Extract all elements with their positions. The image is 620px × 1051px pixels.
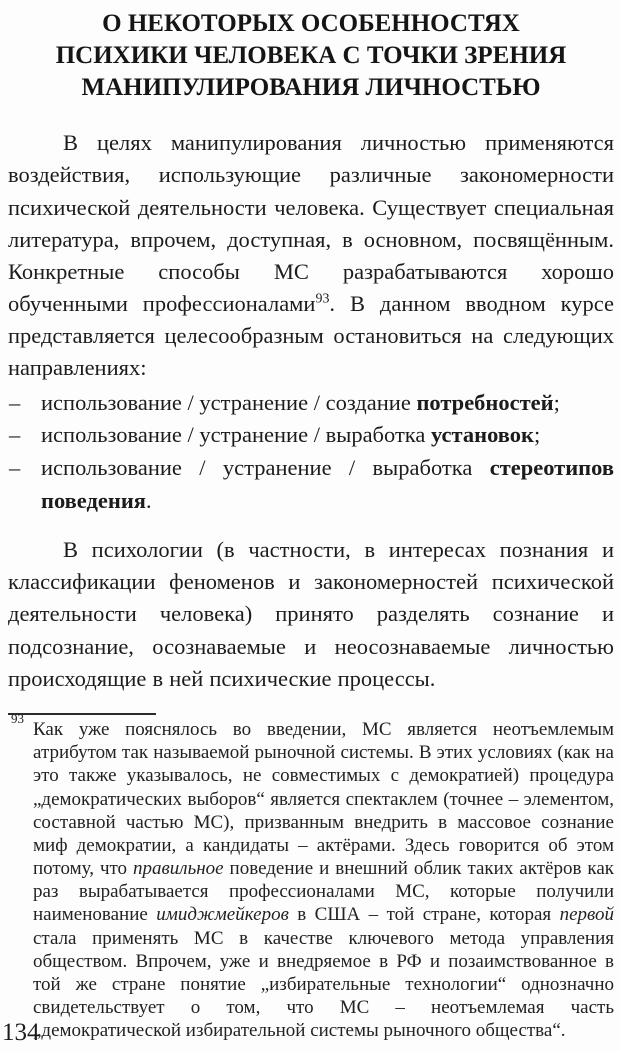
list-item-text: использование / устранение / выработка стереотипов поведения. <box>41 454 614 513</box>
paragraph-psychology: В психологии (в частности, в интересах познания и классификации феноменов и закономерностей психической деятельности человека) принято разделять сознание и подсознание, осознаваемые и неосознаваемые личностью происходящие в ней психические процессы. <box>8 537 614 691</box>
footnote-text: Как уже пояснялось во введении, МС является неотъемлемым атрибутом так называемой рыночной системы. В этих условиях (как на это также указывалось, не совместимых с демократией) процедура „демократических выборов“ является спектаклем (точнее – элементом, составной частью МС), призванным внедрить в массовое сознание миф демократии, а кандидаты – актёрами. Здесь говорится об этом потому, что правильное поведение и внешний облик таких актёров как раз вырабатывается профессионалами МС, которые получили наименование имиджмейкеров в США – той стране, которая первой стала применять МС в качестве ключевого метода управления обществом. Впрочем, уже и внедряемое в РФ и позаимствованное в той же стране понятие „избирательные технологии“ однозначно свидетельствует о том, что МС – неотъемлемая часть „демократической избирательной системы рыночного общества“. <box>33 718 614 1042</box>
dash-marker: – <box>9 422 21 448</box>
page-title <box>8 8 614 103</box>
page-number: 134 <box>2 1019 40 1046</box>
paragraph-intro: В целях манипулирования личностью применяются воздействия, использующие различные закономерности психической деятельности человека. Существует специальная литература, впрочем, доступная, в основном, посвящённым. Конкретные способы МС разрабатываются хорошо обученными профессионалами$^{93}$. В данном вводном курсе представляется целесообразным остановиться на следующих направлениях: <box>8 130 614 381</box>
footnote-section <box>8 710 614 1042</box>
footnote-divider <box>8 713 156 715</box>
list-item <box>8 419 614 452</box>
heading-line: О НЕКОТОРЫХ ОСОБЕННОСТЯХ <box>102 10 520 37</box>
list-item-text: использование / устранение / выработка установок; <box>41 422 541 448</box>
list-item <box>8 452 614 517</box>
directions-list <box>8 387 614 518</box>
dash-marker: – <box>9 454 21 480</box>
list-item <box>8 387 614 420</box>
dash-marker: – <box>9 389 21 415</box>
heading-line: МАНИПУЛИРОВАНИЯ ЛИЧНОСТЬЮ <box>81 73 541 101</box>
list-item-text: использование / устранение / создание потребностей; <box>41 389 560 415</box>
footnote-93: 93 Как уже пояснялось во введении, МС является неотъемлемым атрибутом так называемой рыночной системы. В этих условиях (как на это также указывалось, не совместимых с демократией) процедура „демократических выборов“ является спектаклем (точнее – элементом, составной частью МС), призванным внедрить в массовое сознание миф демократии, а кандидаты – актёрами. Здесь говорится об этом потому, что правильное поведение и внешний облик таких актёров как раз вырабатывается профессионалами МС, которые получили наименование имиджмейкеров в США – той стране, которая первой стала применять МС в качестве ключевого метода управления обществом. Впрочем, уже и внедряемое в РФ и позаимствованное в той же стране понятие „избирательные технологии“ однозначно свидетельствует о том, что МС – неотъемлемая часть „демократической избирательной системы рыночного общества“. <box>11 710 614 1042</box>
heading-line: ПСИХИКИ ЧЕЛОВЕКА С ТОЧКИ ЗРЕНИЯ <box>55 41 567 69</box>
